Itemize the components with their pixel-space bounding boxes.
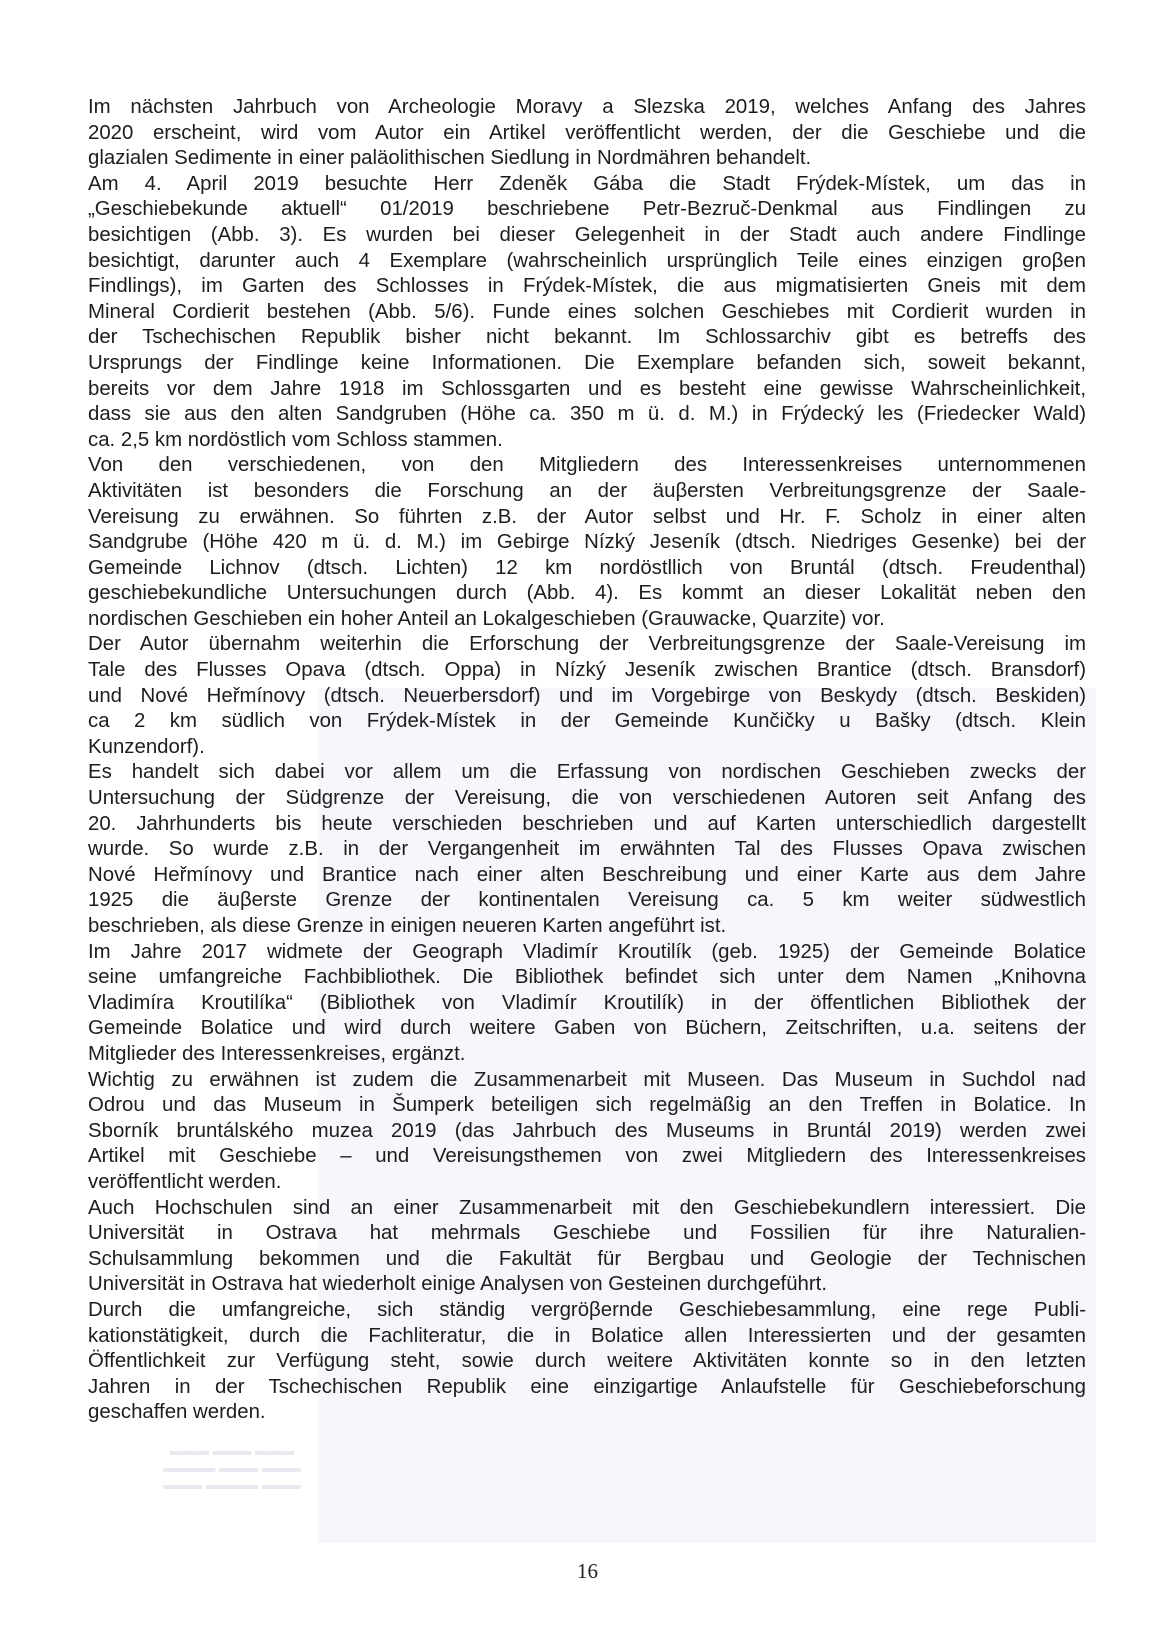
faded-stamp: ▬▬▬ ▬▬▬ ▬▬▬ ▬▬▬▬ ▬▬▬ ▬▬▬ ▬▬▬ ▬▬▬▬ ▬▬▬ xyxy=(163,1443,301,1492)
text-line: geschiebekundliche Untersuchungen durch (Abb. 4). Es kommt an dieser Lokalität neben den xyxy=(88,582,1086,605)
text-line: Auch Hochschulen sind an einer Zusammenarbeit mit den Geschiebekundlern interessiert. Die xyxy=(88,1196,1086,1219)
text-line: Vereisung zu erwähnen. So führten z.B. der Autor selbst und Hr. F. Scholz in einer alten xyxy=(88,505,1086,528)
text-line: nordischen Geschieben ein hoher Anteil an Lokalgeschieben (Grauwacke, Quarzite) vor. xyxy=(88,607,885,630)
paragraph xyxy=(88,632,1086,760)
text-line: veröffentlicht werden. xyxy=(88,1170,282,1193)
text-line: Findlings), im Garten des Schlosses in Frýdek-Místek, die aus migmatisierten Gneis mit dem xyxy=(88,275,1086,298)
paragraph xyxy=(88,760,1086,939)
text-line: Jahren in der Tschechischen Republik eine einzigartige Anlaufstelle für Geschiebeforschung xyxy=(88,1375,1086,1398)
text-line: Wichtig zu erwähnen ist zudem die Zusammenarbeit mit Museen. Das Museum in Suchdol nad xyxy=(88,1068,1086,1091)
text-line: 20. Jahrhunderts bis heute verschieden beschrieben und auf Karten unterschiedlich dargestellt xyxy=(88,812,1086,835)
text-line: Universität in Ostrava hat wiederholt einige Analysen von Gesteinen durchgeführt. xyxy=(88,1273,828,1296)
text-line: Am 4. April 2019 besuchte Herr Zdeněk Gába die Stadt Frýdek-Místek, um das in xyxy=(88,172,1086,195)
text-line: Mineral Cordierit bestehen (Abb. 5/6). Funde eines solchen Geschiebes mit Cordierit wurden in xyxy=(88,300,1086,323)
text-line: Odrou und das Museum in Šumperk beteiligen sich regelmäßig an den Treffen in Bolatice. In xyxy=(88,1094,1086,1117)
paragraph xyxy=(88,940,1086,1068)
text-line: 1925 die äuβerste Grenze der kontinentalen Vereisung ca. 5 km weiter südwestlich xyxy=(88,889,1086,912)
text-line: seine umfangreiche Fachbibliothek. Die Bibliothek befindet sich unter dem Namen „Knihovna xyxy=(88,966,1086,989)
text-line: glazialen Sedimente in einer paläolithischen Siedlung in Nordmähren behandelt. xyxy=(88,147,812,170)
paragraph xyxy=(88,1068,1086,1196)
text-line: Artikel mit Geschiebe – und Vereisungsthemen von zwei Mitgliedern des Interessenkreises xyxy=(88,1145,1086,1168)
text-line: ca 2 km südlich von Frýdek-Místek in der Gemeinde Kunčičky u Bašky (dtsch. Klein xyxy=(88,710,1086,733)
text-line: geschaffen werden. xyxy=(88,1401,266,1424)
text-line: Gemeinde Bolatice und wird durch weitere Gaben von Büchern, Zeitschriften, u.a. seitens der xyxy=(88,1017,1086,1040)
text-line: besichtigen (Abb. 3). Es wurden bei dieser Gelegenheit in der Stadt auch andere Findlinge xyxy=(88,223,1086,246)
text-line: Öffentlichkeit zur Verfügung steht, sowie durch weitere Aktivitäten konnte so in den letzten xyxy=(88,1350,1086,1373)
text-line: Universität in Ostrava hat mehrmals Geschiebe und Fossilien für ihre Naturalien- xyxy=(88,1222,1086,1245)
paragraph xyxy=(88,453,1086,632)
text-line: 2020 erscheint, wird vom Autor ein Artikel veröffentlicht werden, der die Geschiebe und die xyxy=(88,121,1086,144)
text-line: Von den verschiedenen, von den Mitgliedern des Interessenkreises unternommenen xyxy=(88,454,1086,477)
paragraph xyxy=(88,1196,1086,1298)
text-line: Im nächsten Jahrbuch von Archeologie Moravy a Slezska 2019, welches Anfang des Jahres xyxy=(88,96,1086,118)
paragraph xyxy=(88,1298,1086,1426)
body-text xyxy=(88,95,1086,1426)
text-line: Gemeinde Lichnov (dtsch. Lichten) 12 km nordöstllich von Bruntál (dtsch. Freudenthal) xyxy=(88,556,1086,579)
text-line: Sandgrube (Höhe 420 m ü. d. M.) im Gebirge Nízký Jeseník (dtsch. Niedriges Gesenke) bei der xyxy=(88,531,1086,554)
text-line: kationstätigkeit, durch die Fachliteratur, die in Bolatice allen Interessierten und der gesamten xyxy=(88,1324,1086,1347)
paragraph xyxy=(88,95,1086,172)
text-line: Sborník bruntálského muzea 2019 (das Jahrbuch des Museums in Bruntál 2019) werden zwei xyxy=(88,1119,1086,1142)
text-line: Untersuchung der Südgrenze der Vereisung, die von verschiedenen Autoren seit Anfang des xyxy=(88,787,1086,810)
text-line: Es handelt sich dabei vor allem um die Erfassung von nordischen Geschieben zwecks der xyxy=(88,761,1086,784)
text-line: Vladimíra Kroutilíka“ (Bibliothek von Vladimír Kroutilík) in der öffentlichen Bibliothek der xyxy=(88,991,1086,1014)
text-line: besichtigt, darunter auch 4 Exemplare (wahrscheinlich ursprünglich Teile eines einzigen groβen xyxy=(88,249,1086,272)
text-line: Im Jahre 2017 widmete der Geograph Vladimír Kroutilík (geb. 1925) der Gemeinde Bolatice xyxy=(88,940,1086,963)
page-number: 16 xyxy=(577,1559,598,1583)
text-line: wurde. So wurde z.B. in der Vergangenheit im erwähnten Tal des Flusses Opava zwischen xyxy=(88,838,1086,861)
text-line: Durch die umfangreiche, sich ständig vergröβernde Geschiebesammlung, eine rege Publi- xyxy=(88,1298,1086,1321)
text-line: ca. 2,5 km nordöstlich vom Schloss stammen. xyxy=(88,428,503,451)
text-line: Nové Heřmínovy und Brantice nach einer alten Beschreibung und einer Karte aus dem Jahre xyxy=(88,863,1086,886)
text-line: bereits vor dem Jahre 1918 im Schlossgarten und es besteht eine gewisse Wahrscheinlichkeit, xyxy=(88,377,1086,400)
text-line: Mitglieder des Interessenkreises, ergänzt. xyxy=(88,1042,466,1065)
text-line: dass sie aus den alten Sandgruben (Höhe ca. 350 m ü. d. M.) in Frýdecký les (Friedecker Wald) xyxy=(88,403,1086,426)
text-line: Aktivitäten ist besonders die Forschung an der äuβersten Verbreitungsgrenze der Saale- xyxy=(88,479,1086,502)
text-line: Ursprungs der Findlinge keine Informationen. Die Exemplare befanden sich, soweit bekannt, xyxy=(88,351,1086,374)
text-line: der Tschechischen Republik bisher nicht bekannt. Im Schlossarchiv gibt es betreffs des xyxy=(88,326,1086,349)
text-line: beschrieben, als diese Grenze in einigen neueren Karten angeführt ist. xyxy=(88,915,727,937)
text-line: und Nové Heřmínovy (dtsch. Neuerbersdorf) und im Vorgebirge von Beskydy (dtsch. Beskiden) xyxy=(88,684,1086,707)
text-line: Kunzendorf). xyxy=(88,735,205,758)
text-line: Tale des Flusses Opava (dtsch. Oppa) in Nízký Jeseník zwischen Brantice (dtsch. Bransdorf) xyxy=(88,659,1086,682)
text-line: Schulsammlung bekommen und die Fakultät für Bergbau und Geologie der Technischen xyxy=(88,1247,1086,1270)
text-line: „Geschiebekunde aktuell“ 01/2019 beschriebene Petr-Bezruč-Denkmal aus Findlingen zu xyxy=(88,198,1086,221)
text-line: Der Autor übernahm weiterhin die Erforschung der Verbreitungsgrenze der Saale-Vereisung im xyxy=(88,633,1086,656)
paragraph xyxy=(88,172,1086,454)
